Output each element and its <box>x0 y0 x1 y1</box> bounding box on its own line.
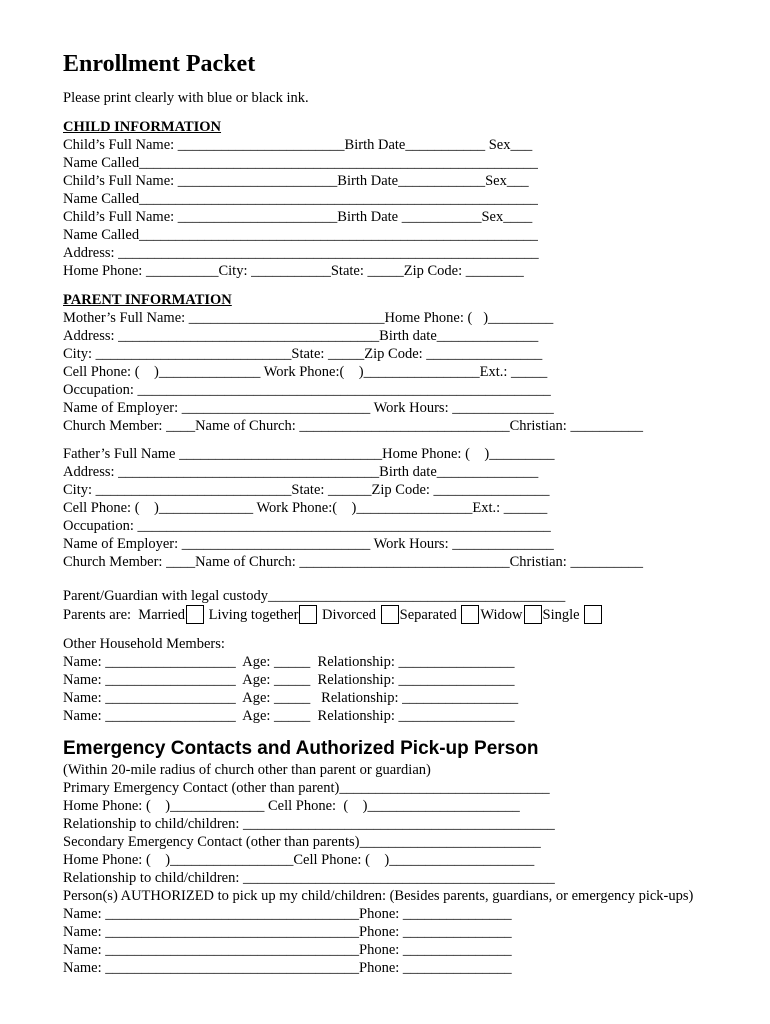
instructions: Please print clearly with blue or black ink. <box>63 90 309 106</box>
child1-name-called-field[interactable]: Name Called_______________________________________________________ <box>63 155 538 171</box>
mother-employer-field[interactable]: Name of Employer: __________________________ Work Hours: ______________ <box>63 400 554 416</box>
household-member-row[interactable]: Name: __________________ Age: _____ Relationship: ________________ <box>63 672 515 688</box>
status-single-checkbox[interactable] <box>584 605 602 624</box>
father-church-field[interactable]: Church Member: ____Name of Church: _____________________________Christian: __________ <box>63 554 643 570</box>
father-city-field[interactable]: City: ___________________________State: ______Zip Code: ________________ <box>63 482 550 498</box>
status-married-checkbox[interactable] <box>186 605 204 624</box>
child-section-heading: CHILD INFORMATION <box>63 119 222 135</box>
child3-name-field[interactable]: Child’s Full Name: ______________________Birth Date ___________Sex____ <box>63 209 533 225</box>
primary-contact-relationship-field[interactable]: Relationship to child/children: ___________________________________________ <box>63 816 555 832</box>
emergency-radius-note: (Within 20-mile radius of church other than parent or guardian) <box>63 762 431 778</box>
child2-name-field[interactable]: Child’s Full Name: ______________________Birth Date____________Sex___ <box>63 173 529 189</box>
parent-information-section <box>63 291 643 435</box>
household-members-section <box>63 635 518 725</box>
secondary-emergency-contact-field[interactable]: Secondary Emergency Contact (other than parents)_________________________ <box>63 834 541 850</box>
child3-name-called-field[interactable]: Name Called_______________________________________________________ <box>63 227 538 243</box>
status-widow-checkbox[interactable] <box>524 605 542 624</box>
mother-name-field[interactable]: Mother’s Full Name: ___________________________Home Phone: ( )_________ <box>63 310 554 326</box>
child-address-field[interactable]: Address: __________________________________________________________ <box>63 245 539 261</box>
father-occupation-field[interactable]: Occupation: _________________________________________________________ <box>63 518 551 534</box>
mother-occupation-field[interactable]: Occupation: _________________________________________________________ <box>63 382 551 398</box>
primary-emergency-contact-field[interactable]: Primary Emergency Contact (other than parent)_____________________________ <box>63 780 550 796</box>
custody-section <box>63 587 603 627</box>
parents-status-row <box>63 605 603 627</box>
father-cell-phone-field[interactable]: Cell Phone: ( )_____________ Work Phone:( )________________Ext.: ______ <box>63 500 548 516</box>
mother-address-field[interactable]: Address: ____________________________________Birth date______________ <box>63 328 539 344</box>
household-member-row[interactable]: Name: __________________ Age: _____ Relationship: ________________ <box>63 654 515 670</box>
secondary-contact-relationship-field[interactable]: Relationship to child/children: ___________________________________________ <box>63 870 555 886</box>
parent-section-heading: PARENT INFORMATION <box>63 292 232 308</box>
mother-cell-phone-field[interactable]: Cell Phone: ( )______________ Work Phone:( )________________Ext.: _____ <box>63 364 548 380</box>
authorized-pickup-row[interactable]: Name: ___________________________________Phone: _______________ <box>63 942 512 958</box>
household-member-row[interactable]: Name: __________________ Age: _____ Relationship: ________________ <box>63 708 515 724</box>
status-living-together-checkbox[interactable] <box>299 605 317 624</box>
child1-name-field[interactable]: Child’s Full Name: _______________________Birth Date___________ Sex___ <box>63 137 533 153</box>
father-name-field[interactable]: Father’s Full Name ____________________________Home Phone: ( )_________ <box>63 446 555 462</box>
household-heading: Other Household Members: <box>63 636 225 652</box>
child2-name-called-field[interactable]: Name Called_______________________________________________________ <box>63 191 538 207</box>
emergency-contacts-section <box>63 761 693 977</box>
emergency-section-heading: Emergency Contacts and Authorized Pick-up Person <box>63 738 539 759</box>
child-home-phone-field[interactable]: Home Phone: __________City: ___________State: _____Zip Code: ________ <box>63 263 524 279</box>
household-member-row[interactable]: Name: __________________ Age: _____ Relationship: ________________ <box>63 690 519 706</box>
page-title: Enrollment Packet <box>63 51 256 77</box>
father-address-field[interactable]: Address: ____________________________________Birth date______________ <box>63 464 539 480</box>
authorized-pickup-row[interactable]: Name: ___________________________________Phone: _______________ <box>63 906 512 922</box>
authorized-pickup-row[interactable]: Name: ___________________________________Phone: _______________ <box>63 960 512 976</box>
primary-contact-phones-field[interactable]: Home Phone: ( )_____________ Cell Phone: ( )_____________________ <box>63 798 520 814</box>
status-widow-label: Widow <box>480 607 523 623</box>
status-separated-label: Separated <box>399 607 457 623</box>
authorized-pickup-row[interactable]: Name: ___________________________________Phone: _______________ <box>63 924 512 940</box>
father-information-section <box>63 445 643 571</box>
parents-status-label: Parents are: <box>63 607 132 623</box>
father-employer-field[interactable]: Name of Employer: __________________________ Work Hours: ______________ <box>63 536 554 552</box>
status-single-label: Single <box>542 607 580 623</box>
status-separated-checkbox[interactable] <box>461 605 479 624</box>
authorized-pickup-note: Person(s) AUTHORIZED to pick up my child/children: (Besides parents, guardians, or emergency pick-ups) <box>63 888 694 904</box>
status-married-label: Married <box>138 607 185 623</box>
child-information-section <box>63 118 539 280</box>
legal-custody-field[interactable]: Parent/Guardian with legal custody_________________________________________ <box>63 588 566 604</box>
mother-church-field[interactable]: Church Member: ____Name of Church: _____________________________Christian: __________ <box>63 418 643 434</box>
status-living-together-label: Living together <box>208 607 299 623</box>
status-divorced-label: Divorced <box>322 607 376 623</box>
mother-city-field[interactable]: City: ___________________________State: _____Zip Code: ________________ <box>63 346 543 362</box>
secondary-contact-phones-field[interactable]: Home Phone: ( )_________________Cell Phone: ( )____________________ <box>63 852 535 868</box>
status-divorced-checkbox[interactable] <box>381 605 399 624</box>
